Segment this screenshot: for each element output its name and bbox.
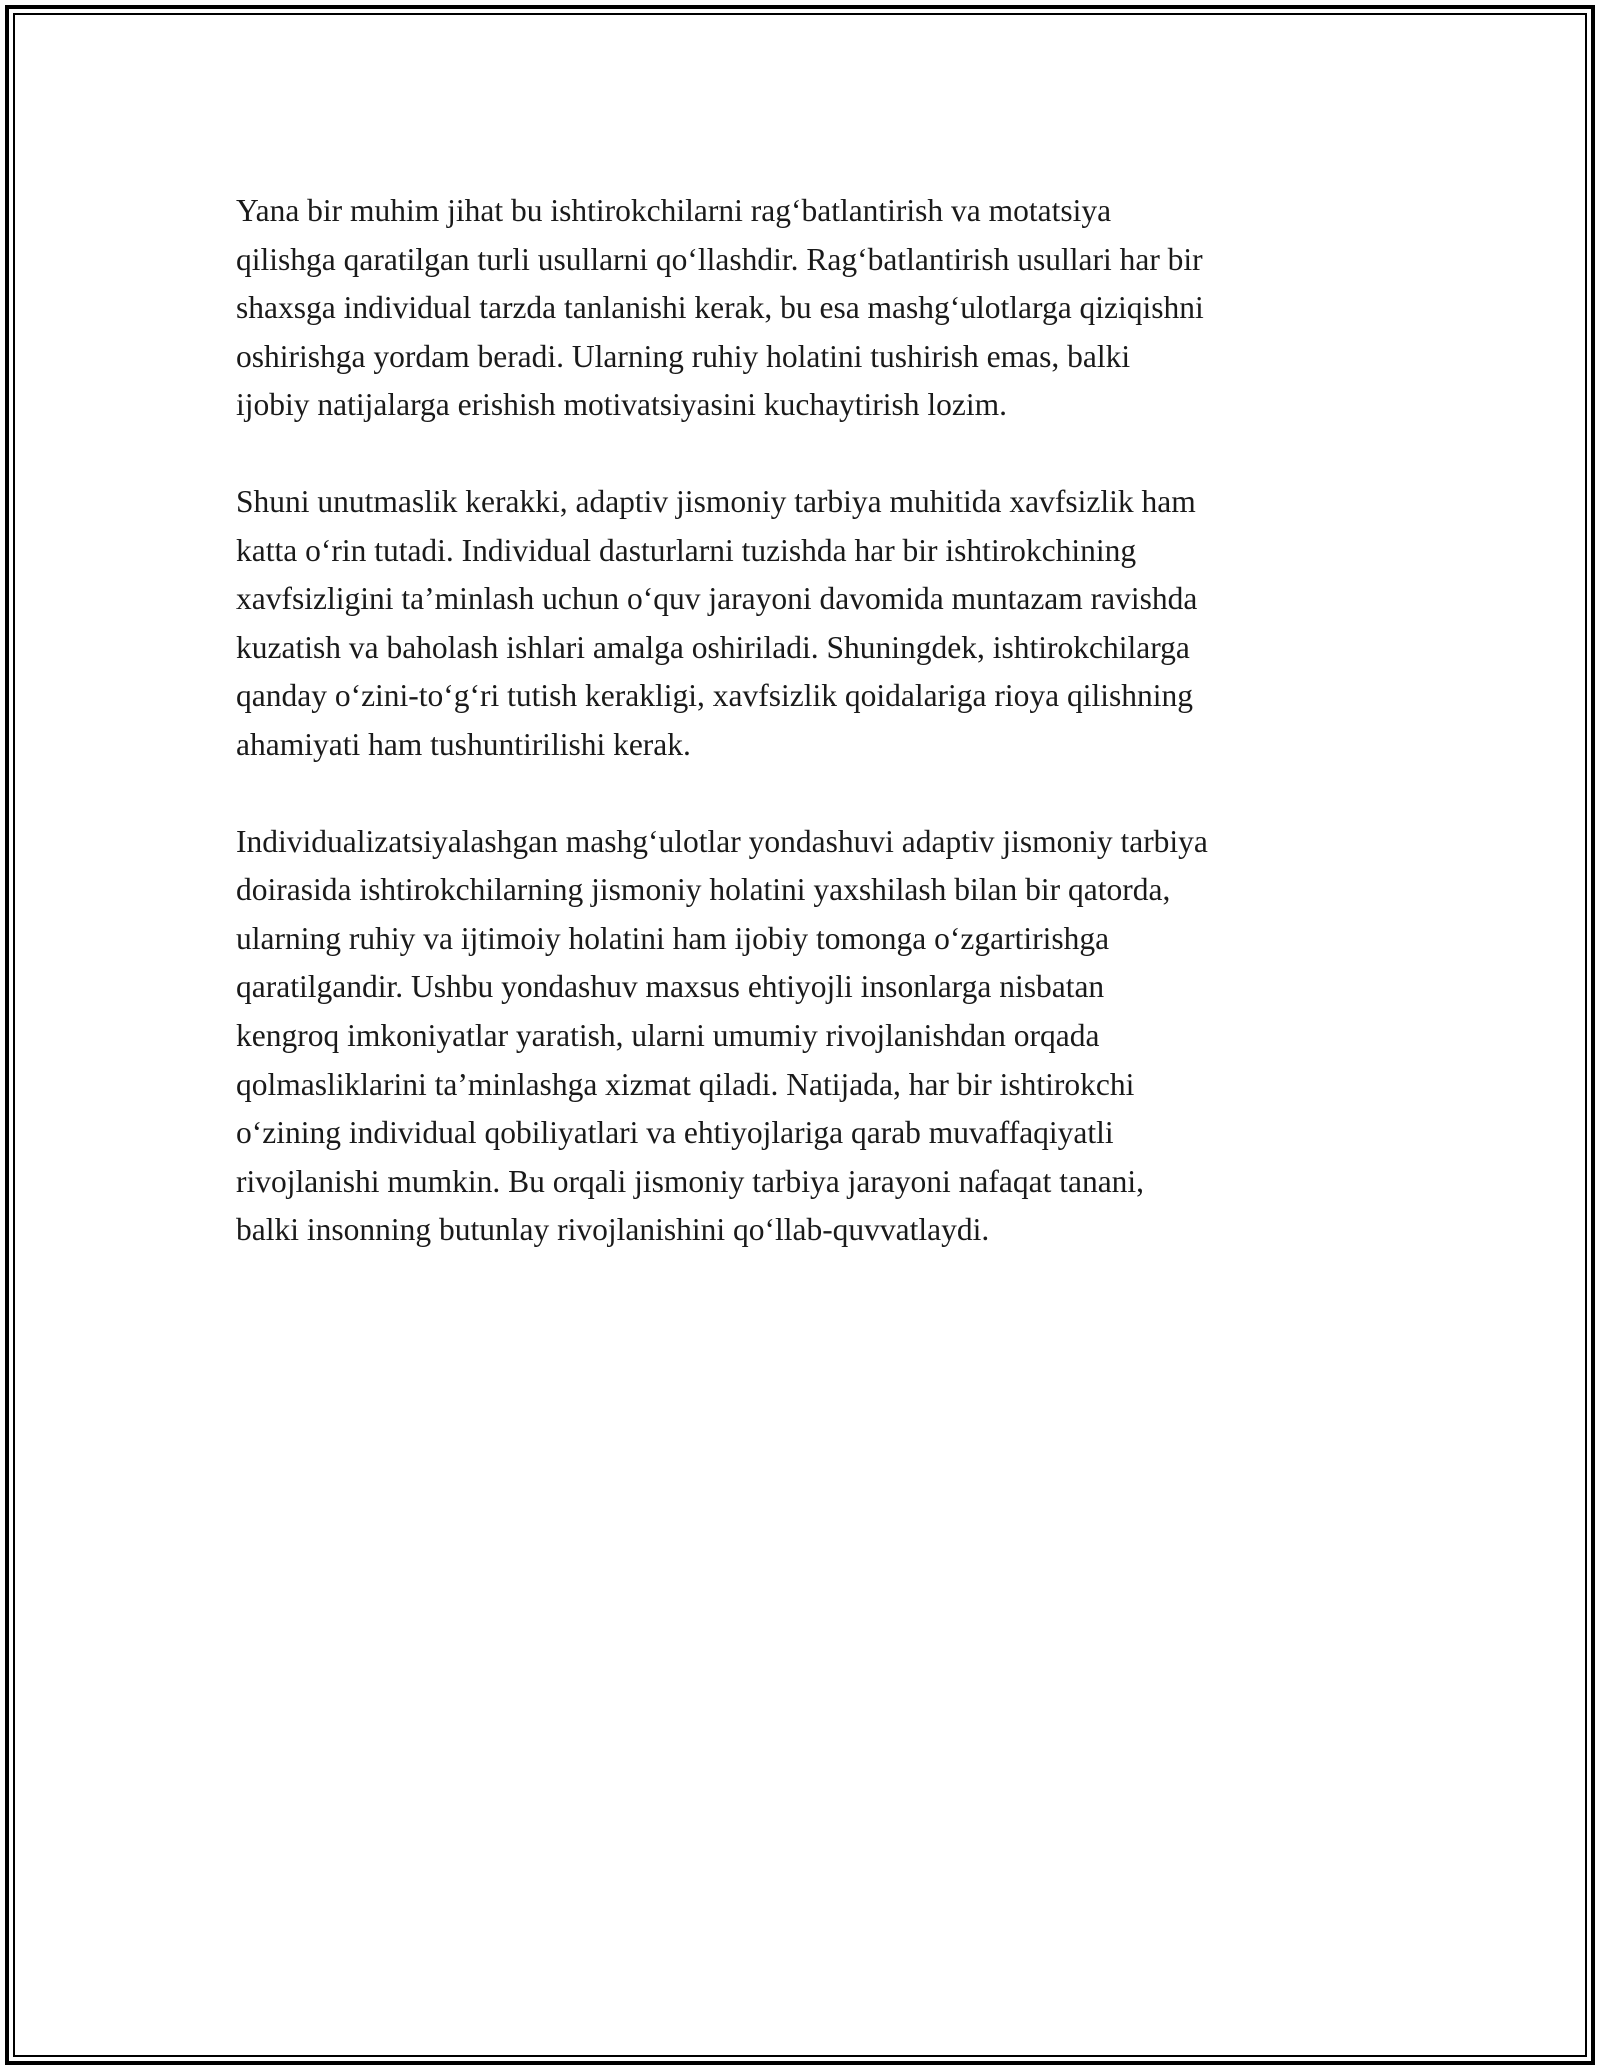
- text-line: balki insonning butunlay rivojlanishini qo‘llab-quvvatlaydi.: [236, 1212, 990, 1248]
- text-line: xavfsizligini ta’minlash uchun o‘quv jarayoni davomida muntazam ravishda: [236, 581, 1198, 617]
- text-line: ijobiy natijalarga erishish motivatsiyasini kuchaytirish lozim.: [236, 387, 1008, 423]
- text-line: qilishga qaratilgan turli usullarni qo‘llashdir. Rag‘batlantirish usullari har bir: [236, 241, 1203, 277]
- paragraph-1: [236, 187, 1386, 430]
- text-line: qolmasliklarini ta’minlashga xizmat qiladi. Natijada, har bir ishtirokchi: [236, 1066, 1135, 1102]
- text-line: shaxsga individual tarzda tanlanishi kerak, bu esa mashg‘ulotlarga qiziqishni: [236, 290, 1204, 326]
- text-line: ahamiyati ham tushuntirilishi kerak.: [236, 726, 691, 762]
- text-line: kuzatish va baholash ishlari amalga oshiriladi. Shuningdek, ishtirokchilarga: [236, 629, 1190, 665]
- text-line: Individualizatsiyalashgan mashg‘ulotlar yondashuvi adaptiv jismoniy tarbiya: [236, 823, 1208, 859]
- document-body: [236, 187, 1386, 1303]
- text-line: doirasida ishtirokchilarning jismoniy holatini yaxshilash bilan bir qatorda,: [236, 872, 1171, 908]
- text-line: qaratilgandir. Ushbu yondashuv maxsus ehtiyojli insonlarga nisbatan: [236, 969, 1105, 1005]
- text-line: katta o‘rin tutadi. Individual dasturlarni tuzishda har bir ishtirokchining: [236, 532, 1137, 568]
- text-line: o‘zining individual qobiliyatlari va ehtiyojlariga qarab muvaffaqiyatli: [236, 1115, 1114, 1151]
- paragraph-2: [236, 478, 1386, 770]
- text-line: kengroq imkoniyatlar yaratish, ularni umumiy rivojlanishdan orqada: [236, 1017, 1100, 1053]
- text-line: oshirishga yordam beradi. Ularning ruhiy holatini tushirish emas, balki: [236, 338, 1131, 374]
- paragraph-3: [236, 818, 1386, 1255]
- text-line: qanday o‘zini-to‘g‘ri tutish kerakligi, xavfsizlik qoidalariga rioya qilishning: [236, 678, 1194, 714]
- text-line: Shuni unutmaslik kerakki, adaptiv jismoniy tarbiya muhitida xavfsizlik ham: [236, 483, 1196, 519]
- text-line: rivojlanishi mumkin. Bu orqali jismoniy tarbiya jarayoni nafaqat tanani,: [236, 1163, 1145, 1199]
- text-line: Yana bir muhim jihat bu ishtirokchilarni rag‘batlantirish va motatsiya: [236, 193, 1112, 228]
- text-line: ularning ruhiy va ijtimoiy holatini ham ijobiy tomonga o‘zgartirishga: [236, 920, 1110, 956]
